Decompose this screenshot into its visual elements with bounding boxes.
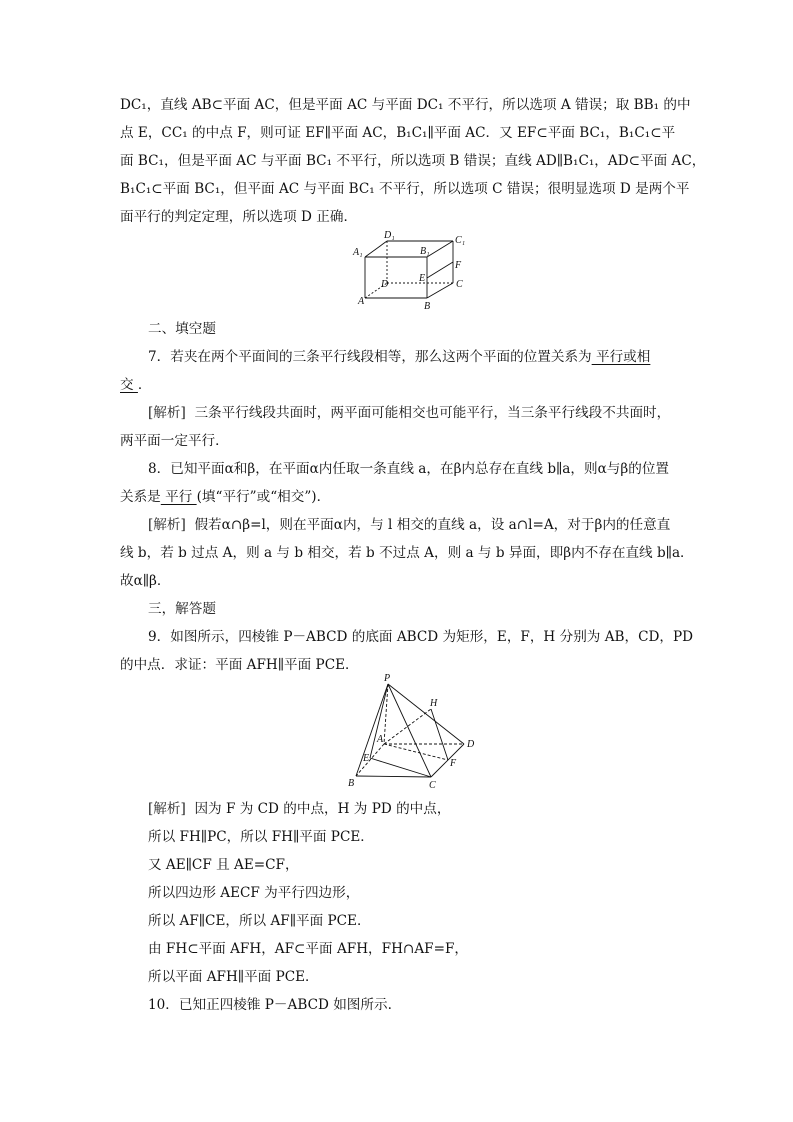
q9-stem-line2: 的中点．求证：平面 AFH∥平面 PCE． [120,657,359,673]
label-B: B [424,301,431,312]
analysis-tag: [解析] [148,517,186,533]
label-D1: D₁ [384,230,395,241]
q8-stem-before: 关系是 [120,489,161,505]
analysis-tag: [解析] [148,405,186,421]
label-H: H [430,698,438,709]
q7-stem [148,348,650,366]
q8-analysis-line1: 假若α∩β=l，则在平面α内，与 l 相交的直线 a，设 a∩l=A，对于β内的任意直 [194,517,671,533]
q9-proof-line-4: 所以四边形 AECF 为平行四边形， [148,885,360,901]
q7-analysis-line1: 三条平行线段共面时，两平面可能相交也可能平行，当三条平行线段不共面时， [194,405,671,421]
label-E: E [419,273,426,284]
label-E: E [363,753,370,764]
label-P: P [384,673,391,684]
analysis-tag: [解析] [148,801,186,817]
q7-stem-cont [120,376,152,394]
q10-stem: 10．已知正四棱锥 P－ABCD 如图所示. [148,997,392,1013]
q9-proof-line-7: 所以平面 AFH∥平面 PCE． [148,969,319,985]
para6-line-3: 面 BC₁，但是平面 AC 与平面 BC₁ 不平行，所以选项 B 错误；直线 AD∥B₁C₁，AD⊂平面 AC， [120,153,706,169]
q9-proof-line-3: 又 AE∥CF 且 AE=CF， [148,857,299,873]
label-D: D [467,739,475,750]
cuboid-figure [350,230,470,312]
section-heading-fill-blank: 二、填空题 [148,321,216,337]
section-heading-answer: 三，解答题 [148,601,216,617]
q8-stem-line2 [120,488,330,506]
q9-stem-line1: 9．如图所示，四棱锥 P－ABCD 的底面 ABCD 为矩形，E，F，H 分别为 AB，CD，PD [148,629,694,645]
pyramid-figure [340,672,490,792]
q7-answer-part2: 交 [120,377,138,393]
para6-line-4: B₁C₁⊂平面 BC₁，但平面 AC 与平面 BC₁ 不平行，所以选项 C 错误；很明显选项 D 是两个平 [120,181,690,197]
q9-proof-line-5: 所以 AF∥CE，所以 AF∥平面 PCE． [148,913,371,929]
label-A: A [377,734,384,745]
q9-proof-text-1: 因为 F 为 CD 的中点，H 为 PD 的中点， [194,801,451,817]
q8-stem-line1: 8．已知平面α和β，在平面α内任取一条直线 a，在β内总存在直线 b∥a，则α与β的位置 [148,461,670,477]
label-B1: B₁ [420,246,430,257]
para6-line-5: 面平行的判定定理，所以选项 D 正确． [120,209,358,225]
label-F: F [450,758,457,769]
label-F: F [455,260,462,271]
q9-proof-line-1 [148,800,450,818]
q8-analysis [148,516,670,534]
q8-analysis-line2: 线 b，若 b 过点 A，则 a 与 b 相交，若 b 不过点 A，则 a 与 b 异面，即β内不存在直线 b∥a． [120,545,694,561]
para6-line-1: DC₁，直线 AB⊂平面 AC，但是平面 AC 与平面 DC₁ 不平行，所以选项 A 错误；取 BB₁ 的中 [120,97,691,113]
label-A: A [358,296,365,307]
q8-answer: 平行 [160,489,197,505]
q7-analysis-line2: 两平面一定平行． [120,433,229,449]
q9-proof-line-2: 所以 FH∥PC，所以 FH∥平面 PCE． [148,829,374,845]
q8-analysis-line3: 故α∥β． [120,573,171,589]
q7-stem-end: ． [137,377,152,393]
label-C: C [429,780,436,791]
q8-stem-after: (填“平行”或“相交”)． [196,489,331,505]
label-C1: C₁ [455,235,466,246]
q7-analysis [148,404,670,422]
label-B: B [348,778,355,789]
q9-proof-line-6: 由 FH⊂平面 AFH，AF⊂平面 AFH，FH∩AF=F， [148,941,468,957]
para6-line-2: 点 E，CC₁ 的中点 F，则可证 EF∥平面 AC，B₁C₁∥平面 AC．又 EF⊂平面 BC₁，B₁C₁⊂平 [120,125,676,141]
label-C: C [456,279,463,290]
label-D: D [381,279,389,290]
q7-answer-part1: 平行或相 [591,349,651,365]
label-A1: A₁ [353,247,363,258]
q7-stem-text: 7．若夹在两个平面间的三条平行线段相等，那么这两个平面的位置关系为 [148,349,592,365]
